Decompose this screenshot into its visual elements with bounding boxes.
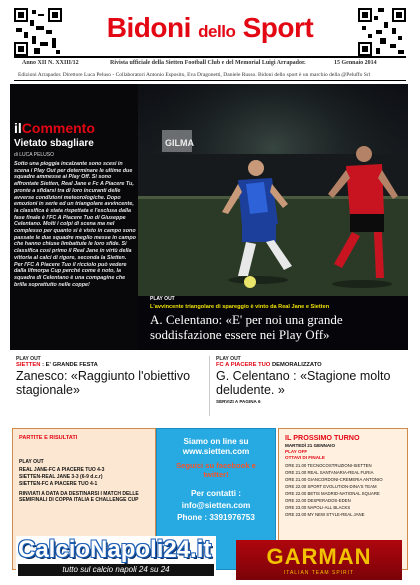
next-round-match-3: ORE 21.00 GIANCORDONI-CREMERIA ANTONIO [285, 477, 383, 482]
issue-date: 15 Gennaio 2014 [334, 60, 377, 66]
story-fc-service-note: SERVIZI A PAGINA 6 [216, 399, 261, 404]
next-round-stage: OTTAVI DI FINALE [285, 455, 325, 460]
contacts-website-link[interactable]: www.sietten.com [182, 447, 250, 456]
next-round-match-8: ORE 23.00 MY NEW STYLE-REAL JANE [285, 512, 365, 517]
contacts-label: Per contatti : [190, 489, 242, 498]
story-sietten[interactable] [16, 356, 204, 397]
contacts-online-label: Siamo on line su [183, 437, 249, 446]
match-photo [138, 84, 408, 296]
story-fc-kicker: PLAY OUT [216, 356, 241, 362]
story-sietten-section-name: SIETTEN [16, 362, 41, 368]
issue-number: Anno XII N. XXIII/12 [22, 60, 79, 66]
masthead-title-small: dello [198, 22, 236, 41]
hero-section [10, 84, 408, 350]
story-fc-title: G. Celentano : «Stagione molto deludente. » [216, 369, 391, 397]
contacts-social-prompt[interactable]: Seguici su facebook e twitter! [176, 461, 256, 479]
next-round-heading: IL PROSSIMO TURNO [285, 433, 360, 442]
story-fc-section [216, 362, 404, 368]
story-sietten-section-rest: : E' GRANDE FESTA [40, 362, 98, 368]
commento-label: Commento [21, 120, 95, 136]
story-fc-section-name: FC A PIACERE TUO [216, 362, 271, 368]
calcionapoli24-tagline: tutto sul calcio napoli 24 su 24 [18, 564, 214, 576]
story-sietten-title: Zanesco: «Raggiunto l'obiettivo stagionale» [16, 369, 191, 397]
contacts-phone: Phone : 3391976753 [177, 513, 255, 522]
garman-ad[interactable] [236, 540, 402, 580]
headline-caption: L'avvincente triangolare di spareggio è vinto da Real Jane e Sietten [150, 304, 330, 310]
commento-body: Sotto una pioggia incalzante sono scesi in scena i Play Out per determinare le ultime due squadre ammesse ai Play Off. Si sono affrontate Sietten, Real Jane e Fc A Piacere Tu, pronte a sfidarsi tra di loro incuranti delle avverse condizioni meteorologiche. Dopo emozioni in serie ed un triangolare avvincente, la classifica è stata rispettata e l'esclusa dalla fase finale è l'FC A Piacere Tuo di Giuseppe Celentano. Molti i colpi di scena ma nel complesso per quanto si è visto in campo sono passate le due squadre meglio messe in campo che hanno chiuse limbattute le loro sfide. Si classifica così primo il Real Jane in virtù della vittoria al calci di rigore, seconda la Sietten. Per l'FC A Piacere Tuo il ricciolo può vedere dalla lifmorpa Cup perché come è noto, la squadra di Celentano è una compagine che brilla soprattutto nelle coppe! [14, 161, 136, 288]
qr-code-left [12, 6, 64, 58]
info-rule [14, 80, 406, 81]
info-bar [18, 60, 402, 72]
photo-banner-text: GILMA [165, 138, 194, 148]
qr-code-right [356, 6, 408, 58]
next-round-phase: PLAY OFF [285, 449, 308, 454]
results-note: RINVIATI A DATA DA DESTINARSI I MATCH DELLE SEMIFINALI DI COPPA ITALIA E CHALLENGE CUP [19, 491, 139, 504]
story-divider [209, 356, 210, 416]
calcionapoli24-logo: CalcioNapoli24.it [18, 536, 212, 563]
story-fc-a-piacere-tuo[interactable] [216, 356, 404, 404]
masthead [68, 10, 352, 46]
results-kicker: PLAY OUT [19, 459, 44, 465]
publication-description: Rivista ufficiale della Sietten Football Club e del Memorial Luigi Arrapador. [110, 60, 306, 66]
headline-title: A. Celentano: «E' per noi una grande soddisfazione essere nei Play Off» [150, 312, 343, 342]
next-round-match-1: ORE 21.00 TECNOCOSTRUZIONI-SIETTEN [285, 463, 372, 468]
story-sietten-section [16, 362, 204, 368]
next-round-match-2: ORE 21.00 REAL SANTANARIA-REAL FURIA [285, 470, 374, 475]
commento-column [10, 84, 138, 350]
top-rule [14, 56, 406, 58]
garman-tagline: ITALIAN TEAM SPIRIT [283, 570, 355, 576]
headline-kicker: PLAY OUT [150, 296, 175, 302]
next-round-date: MARTEDÌ 21 GENNAIO [285, 443, 336, 448]
results-heading: PARTITE E RISULTATI [19, 435, 78, 441]
masthead-title [68, 10, 352, 50]
commento-il: il [14, 120, 22, 136]
garman-logo: GARMAN [266, 544, 372, 569]
calcionapoli24-ad[interactable] [16, 536, 216, 579]
contacts-email-link[interactable]: info@sietten.com [181, 501, 251, 510]
commento-author: di LUCA PELUSO [14, 152, 55, 158]
next-round-match-5: ORE 22.00 BETIS MADRID-NATIONAL SQUARE [285, 491, 380, 496]
commento-title: Vietato sbagliare [14, 138, 94, 149]
masthead-title-main: Bidoni [106, 12, 199, 43]
results-line-2: SIETTEN-REAL JANE 3-3 (6-9 d.c.r) [19, 474, 103, 480]
credits-line: Edizioni Arrapador. Direttore Luca Peluso - Collaboratori Antonio Esposito, Eva Dragonetti, Daniele Russo. Bidoni dello sport è un marchio della @Peluffo Srl [18, 72, 371, 78]
story-fc-section-rest: DEMORALIZZATO [270, 362, 322, 368]
masthead-title-end: Sport [235, 12, 314, 43]
next-round-match-6: ORE 22.00 DESPERADOS-EDEN [285, 498, 351, 503]
next-round-match-4: ORE 22.00 SPORT EVOLUTION-DINA'S TEAM [285, 484, 377, 489]
commento-heading [14, 120, 95, 136]
next-round-match-7: ORE 23.00 NAPOLI-ALL BLACKS [285, 505, 351, 510]
results-line-1: REAL JANE-FC A PIACERE TUO 4-3 [19, 467, 105, 473]
story-sietten-kicker: PLAY OUT [16, 356, 41, 362]
results-line-3: SIETTEN-FC A PIACERE TUO 4-1 [19, 481, 98, 487]
